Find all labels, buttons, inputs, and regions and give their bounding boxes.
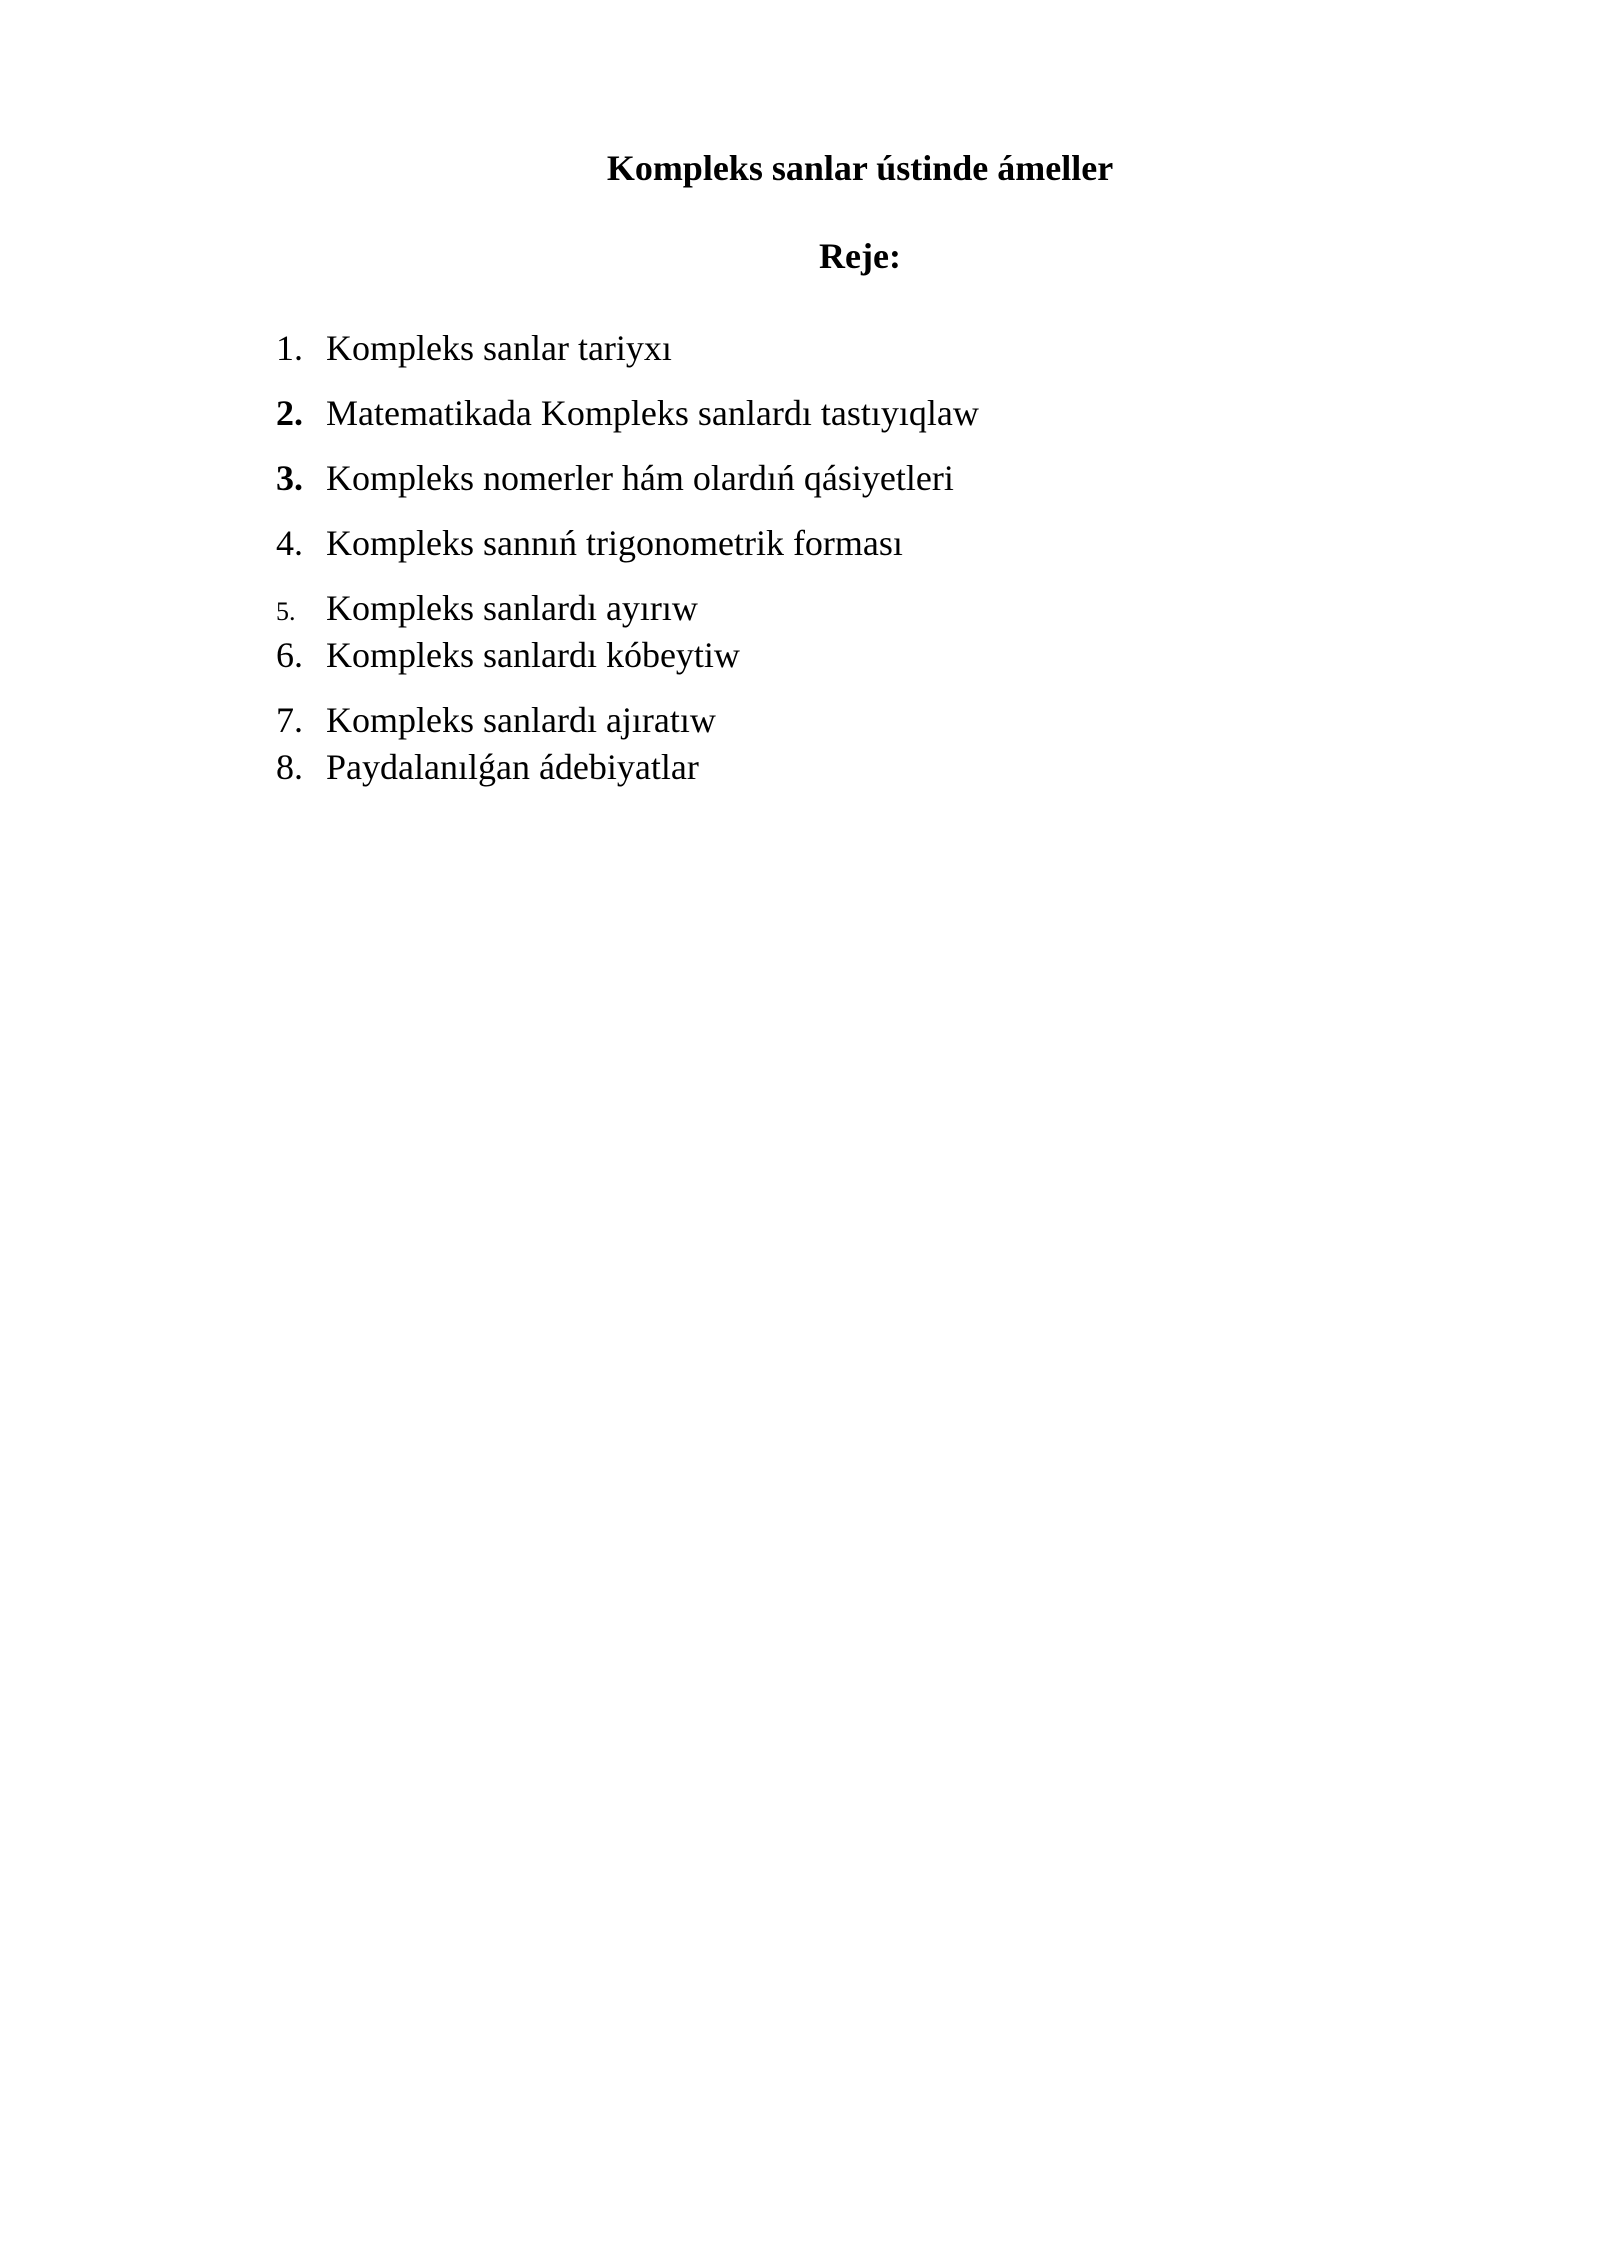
plan-item-1 (276, 330, 672, 370)
plan-item-text: Kompleks nomerler hám olardıń qásiyetleri (326, 458, 954, 498)
plan-item-text: Matematikada Kompleks sanlardı tastıyıqlaw (326, 393, 979, 433)
plan-item-number: 2. (276, 393, 303, 433)
plan-item-number: 5. (276, 597, 296, 626)
plan-item-text: Kompleks sannıń trigonometrik forması (326, 523, 903, 563)
plan-item-2 (276, 395, 979, 435)
plan-item-6 (276, 637, 740, 677)
plan-item-4 (276, 525, 903, 565)
document-subtitle: Reje: (819, 236, 901, 276)
plan-item-number: 4. (276, 523, 303, 563)
plan-item-number: 6. (276, 635, 303, 675)
plan-item-text: Kompleks sanlardı ajıratıw (326, 700, 716, 740)
plan-item-number: 8. (276, 747, 303, 787)
plan-item-number: 7. (276, 700, 303, 740)
document-title: Kompleks sanlar ústinde ámeller (606, 148, 1114, 188)
plan-item-7 (276, 702, 716, 742)
plan-item-8 (276, 749, 699, 789)
plan-item-text: Kompleks sanlardı ayırıw (326, 588, 698, 628)
plan-item-text: Paydalanılǵan ádebiyatlar (326, 747, 699, 787)
plan-item-number: 1. (276, 328, 303, 368)
plan-item-number: 3. (276, 458, 303, 498)
plan-item-text: Kompleks sanlardı kóbeytiw (326, 635, 740, 675)
plan-item-3 (276, 460, 954, 500)
plan-item-text: Kompleks sanlar tariyxı (326, 328, 672, 368)
plan-item-5 (276, 590, 698, 630)
